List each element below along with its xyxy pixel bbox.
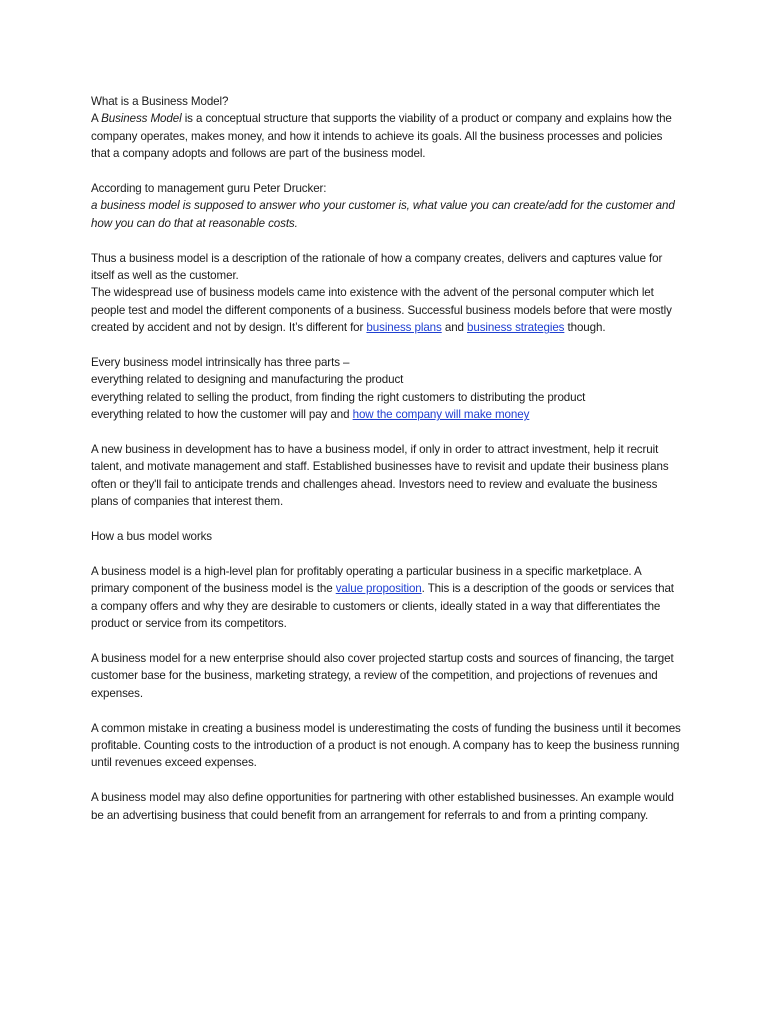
make-money-link[interactable]: how the company will make money xyxy=(352,408,530,422)
drucker-quote: a business model is supposed to answer who your customer is, what value you can create/add for the customer and how you can do that at reasonable costs. xyxy=(91,199,675,230)
rationale-paragraph xyxy=(91,250,681,337)
parts-lead: Every business model intrinsically has three parts – xyxy=(91,356,350,370)
drucker-lead: According to management guru Peter Drucker: xyxy=(91,182,327,196)
intro-text: is a conceptual structure that supports the viability of a product or company and explains how the company operates, makes money, and how it intends to achieve its goals. All the business processes and policies that a company adopts and follows are part of the business model. xyxy=(91,112,672,161)
business-plans-link[interactable]: business plans xyxy=(366,321,442,335)
startup-paragraph: A business model for a new enterprise should also cover projected startup costs and sources of financing, the target customer base for the business, marketing strategy, a review of the competition, and projections of revenues and expenses. xyxy=(91,651,674,700)
rationale-text: Thus a business model is a description of the rationale of how a company creates, delivers and captures value for itself as well as the customer. xyxy=(91,251,663,283)
parts-item-design: everything related to designing and manufacturing the product xyxy=(91,373,404,387)
parts-item-payment xyxy=(91,406,681,423)
page-heading: What is a Business Model? xyxy=(91,95,229,108)
history-post: though. xyxy=(564,321,606,335)
parts-paragraph xyxy=(91,354,681,424)
intro-paragraph xyxy=(91,93,681,163)
value-proposition-link[interactable]: value proposition xyxy=(335,582,422,596)
mistake-paragraph: A common mistake in creating a business model is underestimating the costs of funding the business until it becomes profitable. Counting costs to the introduction of a product is not enough. A company has to keep the business running until revenues exceed expenses. xyxy=(91,721,681,770)
document-body xyxy=(91,93,681,841)
history-mid: and xyxy=(441,321,468,335)
intro-pre: A xyxy=(91,112,102,126)
plan-pre: A business model is a high-level plan for profitably operating a particular business in a specific marketplace. A primary component of the business model is the xyxy=(91,564,642,596)
partnering-paragraph: A business model may also define opportunities for partnering with other established businesses. An example would be an advertising business that could benefit from an arrangement for referrals to and from a printing company. xyxy=(91,791,674,822)
parts-item-selling: everything related to selling the product, from finding the right customers to distributing the product xyxy=(91,390,586,404)
plan-paragraph xyxy=(91,563,681,633)
new-business-paragraph: A new business in development has to have a business model, if only in order to attract investment, help it recruit talent, and motivate management and staff. Established businesses have to revisit and update their business plans often or they'll fail to anticipate trends and challenges ahead. Investors need to review and evaluate the business plans of companies that interest them. xyxy=(91,443,669,509)
intro-term: Business Model xyxy=(101,112,182,126)
plan-post: . This is a description of the goods or services that a company offers and why they are desirable to customers or clients, ideally stated in a way that differentiates the product or service from its competitors. xyxy=(91,582,674,631)
how-heading: How a bus model works xyxy=(91,530,212,544)
parts-item-payment-text: everything related to how the customer will pay and xyxy=(91,408,353,422)
drucker-paragraph xyxy=(91,180,681,232)
business-strategies-link[interactable]: business strategies xyxy=(467,321,565,335)
history-pre: The widespread use of business models came into existence with the advent of the personal computer which let people test and model the different components of a business. Successful business models before that were mostly created by accident and not by design. It’s different for xyxy=(91,286,672,335)
